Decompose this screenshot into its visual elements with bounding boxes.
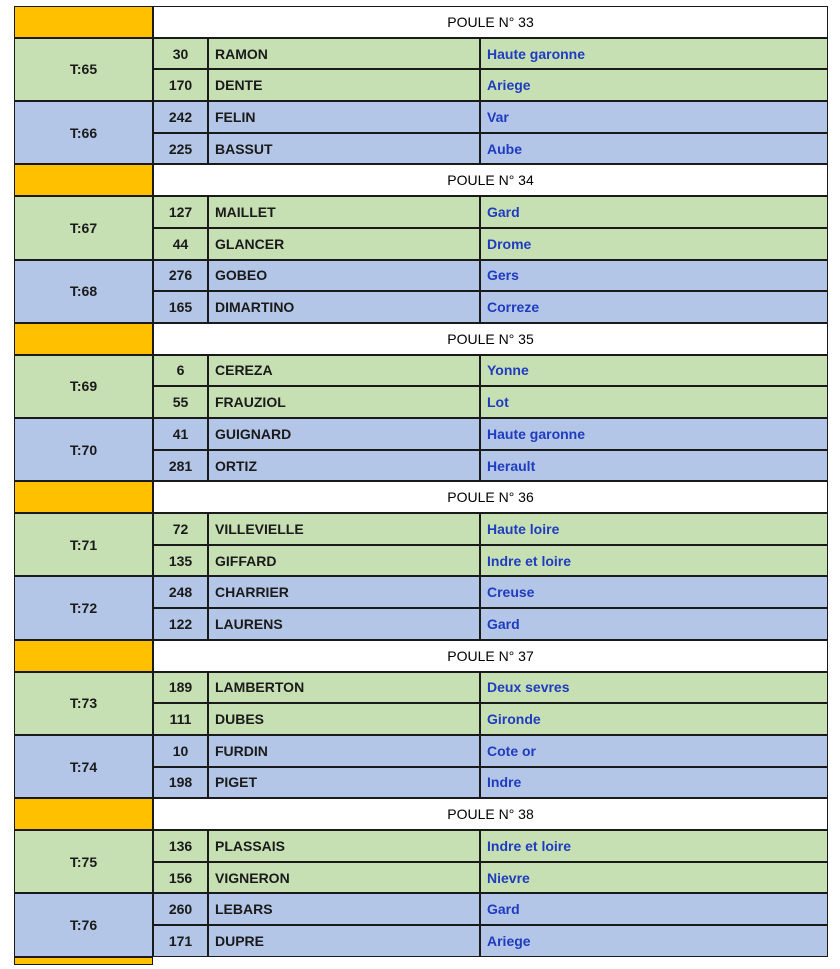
- player-number: 170: [153, 69, 208, 101]
- player-department: Gard: [480, 196, 828, 228]
- player-name: CEREZA: [208, 355, 480, 387]
- player-row: [153, 196, 828, 228]
- player-row: [153, 767, 828, 799]
- player-number: 276: [153, 260, 208, 292]
- player-row: [153, 450, 828, 482]
- player-number: 55: [153, 386, 208, 418]
- player-number: 41: [153, 418, 208, 450]
- player-department: Correze: [480, 291, 828, 323]
- player-number: 198: [153, 767, 208, 799]
- player-row: [153, 418, 828, 450]
- player-number: 171: [153, 925, 208, 957]
- player-name: FRAUZIOL: [208, 386, 480, 418]
- player-name: LEBARS: [208, 893, 480, 925]
- player-department: Var: [480, 101, 828, 133]
- player-name: DIMARTINO: [208, 291, 480, 323]
- poule-accent-cell: [14, 481, 153, 513]
- player-number: 122: [153, 608, 208, 640]
- player-number: 136: [153, 830, 208, 862]
- player-department: Gard: [480, 893, 828, 925]
- player-department: Indre et loire: [480, 545, 828, 577]
- player-row: [153, 260, 828, 292]
- table-number: T:70: [14, 418, 153, 481]
- player-name: VILLEVIELLE: [208, 513, 480, 545]
- table-number: T:67: [14, 196, 153, 259]
- player-name: GOBEO: [208, 260, 480, 292]
- poule-title: POULE N° 37: [153, 640, 828, 672]
- player-row: [153, 703, 828, 735]
- next-poule-accent: [14, 957, 153, 965]
- table-block: [14, 513, 828, 576]
- table-number: T:76: [14, 893, 153, 956]
- player-name: PLASSAIS: [208, 830, 480, 862]
- poule-sheet: [14, 6, 828, 957]
- table-number: T:68: [14, 260, 153, 323]
- player-department: Indre et loire: [480, 830, 828, 862]
- player-department: Gironde: [480, 703, 828, 735]
- player-name: RAMON: [208, 38, 480, 70]
- poule-accent-cell: [14, 164, 153, 196]
- player-row: [153, 291, 828, 323]
- table-number: T:74: [14, 735, 153, 798]
- table-number: T:71: [14, 513, 153, 576]
- player-row: [153, 735, 828, 767]
- poule-accent-cell: [14, 6, 153, 38]
- table-number: T:73: [14, 672, 153, 735]
- player-department: Drome: [480, 228, 828, 260]
- player-row: [153, 925, 828, 957]
- player-number: 156: [153, 862, 208, 894]
- table-block: [14, 672, 828, 735]
- player-name: MAILLET: [208, 196, 480, 228]
- player-name: FELIN: [208, 101, 480, 133]
- player-name: ORTIZ: [208, 450, 480, 482]
- poule-header: [14, 798, 828, 830]
- player-number: 111: [153, 703, 208, 735]
- table-number: T:75: [14, 830, 153, 893]
- player-number: 165: [153, 291, 208, 323]
- table-block: [14, 576, 828, 639]
- table-number: T:65: [14, 38, 153, 101]
- player-number: 260: [153, 893, 208, 925]
- player-row: [153, 862, 828, 894]
- player-department: Gers: [480, 260, 828, 292]
- player-number: 135: [153, 545, 208, 577]
- player-name: DUBES: [208, 703, 480, 735]
- player-number: 225: [153, 133, 208, 165]
- table-block: [14, 418, 828, 481]
- player-number: 242: [153, 101, 208, 133]
- player-department: Indre: [480, 767, 828, 799]
- player-department: Aube: [480, 133, 828, 165]
- player-number: 189: [153, 672, 208, 704]
- player-row: [153, 228, 828, 260]
- table-block: [14, 893, 828, 956]
- player-name: BASSUT: [208, 133, 480, 165]
- poule-header: [14, 481, 828, 513]
- table-block: [14, 196, 828, 259]
- player-department: Haute garonne: [480, 418, 828, 450]
- player-row: [153, 101, 828, 133]
- player-name: GLANCER: [208, 228, 480, 260]
- player-name: CHARRIER: [208, 576, 480, 608]
- player-department: Ariege: [480, 925, 828, 957]
- player-name: PIGET: [208, 767, 480, 799]
- player-row: [153, 133, 828, 165]
- table-number: T:66: [14, 101, 153, 164]
- poule-title: POULE N° 38: [153, 798, 828, 830]
- player-row: [153, 545, 828, 577]
- player-number: 127: [153, 196, 208, 228]
- poule-accent-cell: [14, 798, 153, 830]
- player-department: Ariege: [480, 69, 828, 101]
- table-block: [14, 735, 828, 798]
- player-row: [153, 672, 828, 704]
- player-name: LAURENS: [208, 608, 480, 640]
- player-name: VIGNERON: [208, 862, 480, 894]
- player-number: 248: [153, 576, 208, 608]
- poule-accent-cell: [14, 640, 153, 672]
- player-department: Creuse: [480, 576, 828, 608]
- poule-header: [14, 323, 828, 355]
- player-number: 44: [153, 228, 208, 260]
- player-row: [153, 576, 828, 608]
- table-number: T:69: [14, 355, 153, 418]
- player-name: GUIGNARD: [208, 418, 480, 450]
- table-block: [14, 830, 828, 893]
- poule-header: [14, 164, 828, 196]
- poule-accent-cell: [14, 323, 153, 355]
- player-row: [153, 608, 828, 640]
- table-block: [14, 260, 828, 323]
- player-department: Nievre: [480, 862, 828, 894]
- player-number: 281: [153, 450, 208, 482]
- table-number: T:72: [14, 576, 153, 639]
- player-department: Yonne: [480, 355, 828, 387]
- table-block: [14, 101, 828, 164]
- player-row: [153, 893, 828, 925]
- player-name: LAMBERTON: [208, 672, 480, 704]
- poule-header: [14, 6, 828, 38]
- next-poule-stub: [14, 957, 828, 969]
- player-name: GIFFARD: [208, 545, 480, 577]
- poule-header: [14, 640, 828, 672]
- table-block: [14, 38, 828, 101]
- player-number: 10: [153, 735, 208, 767]
- poule-title: POULE N° 34: [153, 164, 828, 196]
- player-row: [153, 386, 828, 418]
- player-department: Lot: [480, 386, 828, 418]
- player-department: Haute loire: [480, 513, 828, 545]
- player-department: Herault: [480, 450, 828, 482]
- player-row: [153, 830, 828, 862]
- player-name: DENTE: [208, 69, 480, 101]
- player-number: 72: [153, 513, 208, 545]
- poule-title: POULE N° 36: [153, 481, 828, 513]
- player-department: Haute garonne: [480, 38, 828, 70]
- player-row: [153, 355, 828, 387]
- player-row: [153, 513, 828, 545]
- player-row: [153, 69, 828, 101]
- player-number: 30: [153, 38, 208, 70]
- player-department: Gard: [480, 608, 828, 640]
- player-row: [153, 38, 828, 70]
- player-name: FURDIN: [208, 735, 480, 767]
- table-block: [14, 355, 828, 418]
- poule-title: POULE N° 33: [153, 6, 828, 38]
- player-name: DUPRE: [208, 925, 480, 957]
- player-department: Cote or: [480, 735, 828, 767]
- player-number: 6: [153, 355, 208, 387]
- player-department: Deux sevres: [480, 672, 828, 704]
- poule-title: POULE N° 35: [153, 323, 828, 355]
